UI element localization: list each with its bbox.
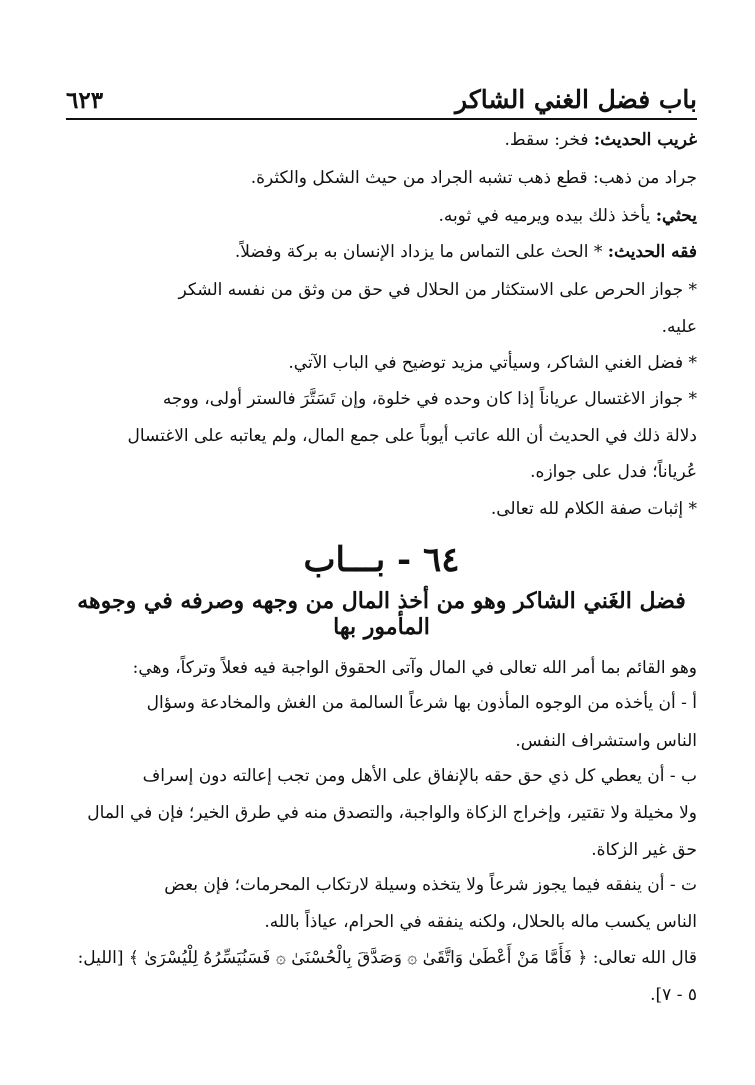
fiqh-line-5: * إثبات صفة الكلام لله تعالى. [490,499,697,519]
body-b-line-3: حق غير الزكاة. [591,840,697,860]
quran-verse-line-1: قال الله تعالى: ﴿ فَأَمَّا مَنْ أَعْطَىٰ وَاتَّقَىٰ ۞ وَصَدَّقَ بِالْحُسْنَىٰ ۞ فَسَنُيَسِّرُهُ لِلْيُسْرَىٰ ﴾ [الليل: [77,948,697,968]
fiqh-line-3: * فضل الغني الشاكر، وسيأتي مزيد توضيح في الباب الآتي. [288,353,697,373]
quran-verse-line-2: ٥ - ٧]. [650,985,697,1005]
chapter-title: فضل الغَني الشاكر وهو من أخذ المال من وجهه وصرفه في وجوهه المأمور بها [77,588,686,640]
body-a-line-1: أ - أن يأخذه من الوجوه المأذون بها شرعاً السالمة من الغش والمخادعة وسؤال [146,693,697,713]
body-t-line-1: ت - أن ينفقه فيما يجوز شرعاً ولا يتخذه وسيلة لارتكاب المحرمات؛ فإن بعض [164,875,697,895]
body-b-line-2: ولا مخيلة ولا تقتير، وإخراج الزكاة والواجبة، والتصدق منه في طرق الخير؛ فإن في المال [87,803,697,823]
gharib-text-3: يأخذ ذلك بيده ويرميه في ثوبه. [438,206,651,226]
gharib-term-2: جراد من ذهب: [593,168,697,188]
gharib-line-3 [66,203,697,229]
fiqh-text-1: * الحث على التماس ما يزداد الإنسان به بركة وفضلاً. [234,242,603,262]
fiqh-line-2a: * جواز الحرص على الاستكثار من الحلال في حق من وثق من نفسه الشكر [178,280,697,300]
gharib-text-1: فخر: سقط. [504,130,589,150]
fiqh-line-4a: * جواز الاغتسال عرياناً إذا كان وحده في خلوة، وإن تَسَتَّرَ فالستر أولى، ووجه [162,389,697,409]
chapter-number: ٦٤ - بـــاب [303,540,460,580]
gharib-text-2: قطع ذهب تشبه الجراد من حيث الشكل والكثرة. [250,168,588,188]
body-intro: وهو القائم بما أمر الله تعالى في المال وآتى الحقوق الواجبة فيه فعلاً وتركاً، وهي: [132,658,697,678]
fiqh-line-4b: دلالة ذلك في الحديث أن الله عاتب أيوباً على جمع المال، ولم يعاتبه على الاغتسال [127,426,697,446]
body-b-line-1: ب - أن يعطي كل ذي حق حقه بالإنفاق على الأهل ومن تجب إعالته دون إسراف [142,766,697,786]
gharib-label: غريب الحديث: [593,130,697,150]
fiqh-line-1 [66,239,697,265]
gharib-term-3: يحثي: [655,206,697,226]
body-t-line-2: الناس يكسب ماله بالحلال، ولكنه ينفقه في الحرام، عياذاً بالله. [264,912,697,932]
gharib-line-2 [66,165,697,191]
fiqh-line-4c: عُرياناً؛ فدل على جوازه. [530,462,697,482]
fiqh-line-2b: عليه. [661,317,697,337]
gharib-line-1 [66,127,697,153]
page-number: ٦٢٣ [66,87,104,114]
fiqh-label: فقه الحديث: [607,242,697,262]
body-a-line-2: الناس واستشراف النفس. [515,731,697,751]
header-title: باب فضل الغني الشاكر [455,85,697,114]
page-header [66,70,697,120]
